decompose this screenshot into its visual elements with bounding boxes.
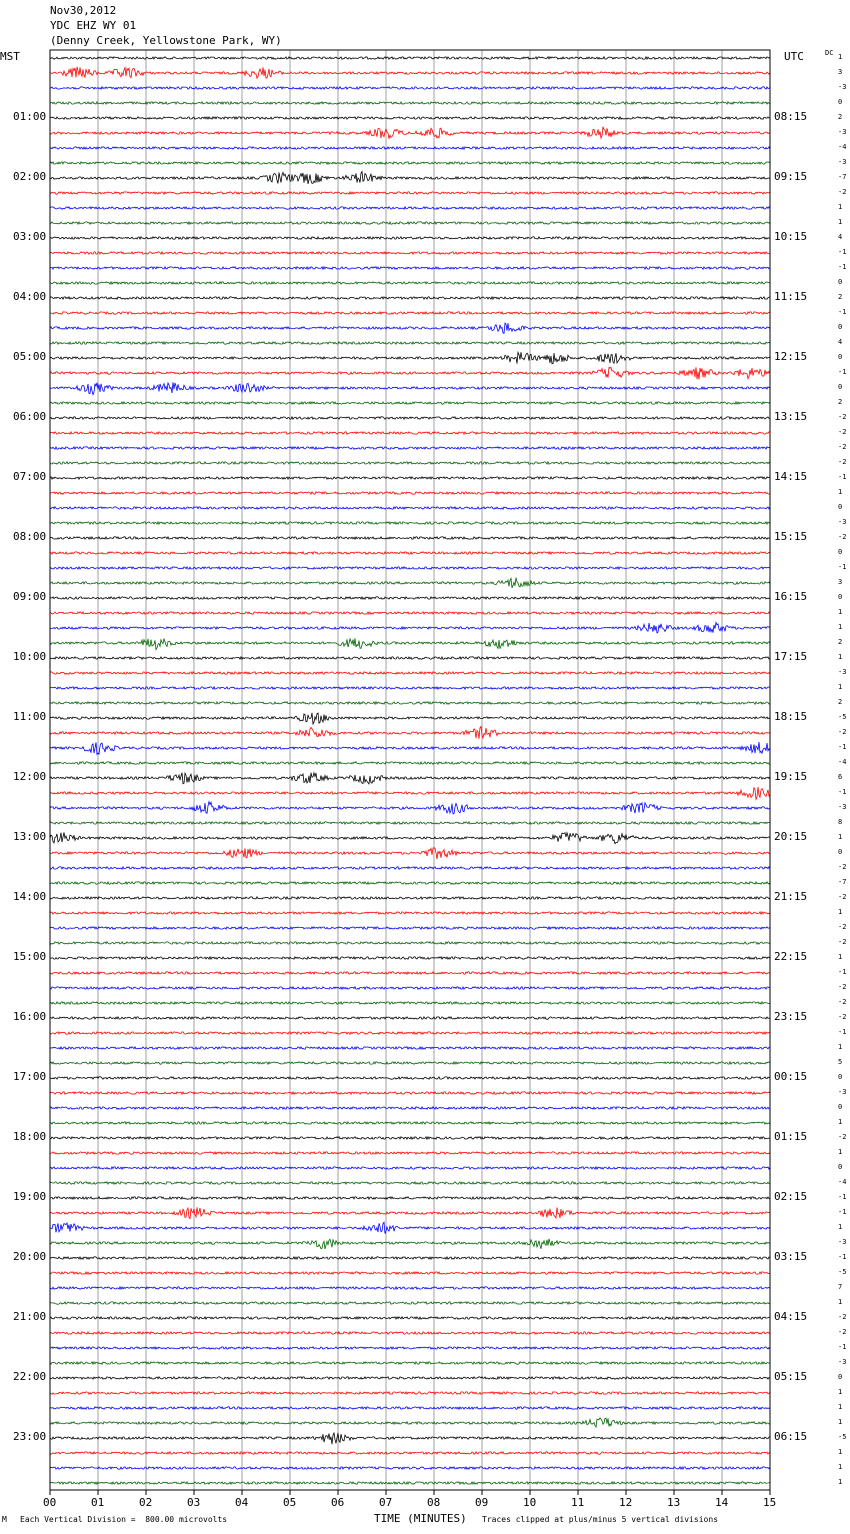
trace-row	[50, 1077, 770, 1079]
dc-column-label: DC	[825, 49, 834, 57]
trace-row	[50, 67, 770, 78]
mst-hour-label: 07:00	[13, 470, 47, 483]
dc-offset-value: -5	[838, 713, 847, 721]
trace-row	[50, 172, 770, 185]
trace-row	[50, 822, 770, 824]
utc-zone-label: UTC	[784, 50, 804, 63]
dc-offset-value: 0	[838, 1373, 843, 1381]
dc-offset-value: -2	[838, 893, 847, 901]
dc-offset-value: -1	[838, 248, 847, 256]
dc-offset-value: 0	[838, 323, 843, 331]
dc-offset-value: 1	[838, 1223, 843, 1231]
dc-offset-value: 2	[838, 398, 843, 406]
trace-row	[50, 127, 770, 139]
dc-offset-value: -7	[838, 878, 847, 886]
dc-offset-value: -1	[838, 968, 847, 976]
trace-row	[50, 1482, 770, 1484]
dc-offset-value: -1	[838, 1193, 847, 1201]
dc-offset-value: 1	[838, 1403, 843, 1411]
dc-offset-value: -1	[838, 743, 847, 751]
dc-offset-value: 1	[838, 623, 843, 631]
trace-row	[50, 567, 770, 569]
trace-row	[50, 833, 770, 844]
dc-offset-value: -7	[838, 173, 847, 181]
mst-hour-label: 09:00	[13, 590, 47, 603]
dc-offset-value: -1	[838, 788, 847, 796]
trace-row	[50, 1452, 770, 1454]
utc-hour-label: 21:15	[774, 890, 808, 903]
dc-offset-value: 4	[838, 338, 843, 346]
dc-offset-value: -1	[838, 1253, 847, 1261]
mst-hour-label: 12:00	[13, 770, 47, 783]
trace-row	[50, 623, 770, 633]
plot-date: Nov30,2012	[50, 4, 117, 17]
trace-row	[50, 1302, 770, 1304]
dc-offset-value: 0	[838, 1163, 843, 1171]
dc-offset-value: -1	[838, 1208, 847, 1216]
dc-offset-value: -3	[838, 518, 847, 526]
dc-offset-value: 0	[838, 1073, 843, 1081]
dc-offset-value: 0	[838, 98, 843, 106]
utc-hour-label: 18:15	[774, 710, 808, 723]
x-tick-label: 06	[331, 1496, 345, 1509]
trace-row	[50, 432, 770, 434]
mst-hour-label: 20:00	[13, 1250, 47, 1263]
trace-row	[50, 57, 770, 59]
dc-offset-value: 1	[838, 1388, 843, 1396]
trace-row	[50, 1332, 770, 1334]
trace-row	[50, 578, 770, 588]
dc-offset-value: -3	[838, 83, 847, 91]
dc-offset-value: 0	[838, 503, 843, 511]
dc-offset-value: 0	[838, 848, 843, 856]
trace-row	[50, 762, 770, 764]
dc-offset-value: 1	[838, 908, 843, 916]
trace-row	[50, 1272, 770, 1274]
dc-offset-value: 1	[838, 1118, 843, 1126]
dc-offset-value: -2	[838, 938, 847, 946]
station-id: YDC EHZ WY 01	[50, 19, 137, 32]
dc-offset-value: -2	[838, 413, 847, 421]
dc-offset-value: -3	[838, 158, 847, 166]
dc-offset-value: 1	[838, 833, 843, 841]
trace-row	[50, 1467, 770, 1469]
trace-row	[50, 1017, 770, 1019]
trace-row	[50, 367, 770, 379]
utc-hour-label: 05:15	[774, 1370, 808, 1383]
trace-row	[50, 897, 770, 899]
x-tick-label: 13	[667, 1496, 681, 1509]
dc-offset-value: -2	[838, 923, 847, 931]
dc-offset-value: -5	[838, 1268, 847, 1276]
dc-offset-value: -3	[838, 1358, 847, 1366]
trace-row	[50, 1287, 770, 1289]
trace-row	[50, 382, 770, 394]
utc-hour-label: 16:15	[774, 590, 808, 603]
trace-row	[50, 1062, 770, 1064]
utc-hour-label: 15:15	[774, 530, 808, 543]
mst-hour-label: 16:00	[13, 1010, 47, 1023]
trace-row	[50, 1167, 770, 1169]
dc-offset-value: 7	[838, 1283, 843, 1291]
dc-offset-value: -2	[838, 458, 847, 466]
x-tick-label: 11	[571, 1496, 585, 1509]
dc-offset-value: 2	[838, 113, 843, 121]
dc-offset-value: 1	[838, 608, 843, 616]
dc-offset-value: 0	[838, 353, 843, 361]
dc-offset-value: 1	[838, 1148, 843, 1156]
dc-offset-value: 1	[838, 1448, 843, 1456]
dc-offset-value: -2	[838, 443, 847, 451]
dc-offset-value: -2	[838, 983, 847, 991]
trace-row	[50, 912, 770, 914]
dc-offset-value: -1	[838, 1343, 847, 1351]
dc-offset-value: 0	[838, 278, 843, 286]
utc-hour-label: 17:15	[774, 650, 808, 663]
dc-offset-value: -1	[838, 308, 847, 316]
trace-row	[50, 802, 770, 814]
trace-row	[50, 237, 770, 239]
trace-row	[50, 882, 770, 884]
trace-row	[50, 1152, 770, 1154]
mst-hour-label: 03:00	[13, 230, 47, 243]
utc-hour-label: 04:15	[774, 1310, 808, 1323]
mst-hour-label: 06:00	[13, 410, 47, 423]
utc-hour-label: 02:15	[774, 1190, 808, 1203]
trace-row	[50, 713, 770, 724]
dc-offset-value: -2	[838, 998, 847, 1006]
trace-row	[50, 927, 770, 929]
trace-row	[50, 477, 770, 479]
trace-row	[50, 352, 770, 364]
trace-row	[50, 1362, 770, 1364]
x-tick-label: 05	[283, 1496, 297, 1509]
dc-offset-value: -3	[838, 1238, 847, 1246]
dc-offset-value: 6	[838, 773, 843, 781]
trace-row	[50, 1092, 770, 1094]
dc-offset-value: 1	[838, 488, 843, 496]
trace-row	[50, 867, 770, 869]
dc-offset-value: -3	[838, 1088, 847, 1096]
x-tick-label: 14	[715, 1496, 729, 1509]
mst-hour-label: 17:00	[13, 1070, 47, 1083]
trace-row	[50, 787, 770, 799]
dc-offset-value: -3	[838, 668, 847, 676]
x-tick-label: 10	[523, 1496, 537, 1509]
utc-hour-label: 20:15	[774, 830, 808, 843]
dc-offset-value: 5	[838, 1058, 843, 1066]
clip-note: Traces clipped at plus/minus 5 vertical divisions	[482, 1515, 719, 1524]
trace-row	[50, 342, 770, 344]
mst-hour-label: 04:00	[13, 290, 47, 303]
dc-offset-value: 1	[838, 1298, 843, 1306]
mst-hour-label: 22:00	[13, 1370, 47, 1383]
trace-row	[50, 297, 770, 299]
dc-offset-value: -2	[838, 428, 847, 436]
mst-hour-label: 11:00	[13, 710, 47, 723]
utc-hour-label: 10:15	[774, 230, 808, 243]
utc-hour-label: 23:15	[774, 1010, 808, 1023]
x-tick-label: 07	[379, 1496, 393, 1509]
utc-hour-label: 14:15	[774, 470, 808, 483]
mst-hour-label: 10:00	[13, 650, 47, 663]
trace-row	[50, 1222, 770, 1233]
utc-hour-label: 12:15	[774, 350, 808, 363]
mst-hour-label: 13:00	[13, 830, 47, 843]
trace-row	[50, 87, 770, 89]
x-tick-label: 15	[763, 1496, 777, 1509]
trace-row	[50, 1197, 770, 1199]
dc-offset-value: -2	[838, 1328, 847, 1336]
utc-hour-label: 08:15	[774, 110, 808, 123]
x-tick-label: 08	[427, 1496, 441, 1509]
mst-hour-label: 15:00	[13, 950, 47, 963]
dc-offset-value: -4	[838, 143, 847, 151]
x-tick-label: 09	[475, 1496, 489, 1509]
dc-offset-value: -2	[838, 188, 847, 196]
dc-offset-value: 4	[838, 233, 843, 241]
x-tick-label: 04	[235, 1496, 249, 1509]
x-tick-label: 12	[619, 1496, 633, 1509]
utc-hour-label: 00:15	[774, 1070, 808, 1083]
trace-row	[50, 282, 770, 284]
mst-zone-label: MST	[0, 50, 20, 63]
dc-offset-value: 0	[838, 1103, 843, 1111]
utc-hour-label: 01:15	[774, 1130, 808, 1143]
x-tick-label: 03	[187, 1496, 201, 1509]
trace-row	[50, 972, 770, 974]
trace-row	[50, 1047, 770, 1049]
trace-row	[50, 987, 770, 989]
mst-hour-label: 14:00	[13, 890, 47, 903]
trace-row	[50, 1107, 770, 1109]
dc-offset-value: -1	[838, 263, 847, 271]
trace-row	[50, 657, 770, 659]
x-axis-title: TIME (MINUTES)	[374, 1512, 467, 1525]
mst-hour-label: 01:00	[13, 110, 47, 123]
dc-offset-value: 3	[838, 68, 843, 76]
trace-row	[50, 702, 770, 704]
scale-note: Each Vertical Division = 800.00 microvolts	[20, 1515, 228, 1524]
trace-row	[50, 1347, 770, 1349]
mst-hour-label: 23:00	[13, 1430, 47, 1443]
x-tick-label: 00	[43, 1496, 57, 1509]
dc-offset-value: -2	[838, 1133, 847, 1141]
mst-hour-label: 18:00	[13, 1130, 47, 1143]
trace-row	[50, 537, 770, 539]
mst-hour-label: 08:00	[13, 530, 47, 543]
trace-row	[50, 672, 770, 674]
trace-row	[50, 162, 770, 164]
trace-row	[50, 957, 770, 959]
trace-row	[50, 1433, 770, 1445]
trace-row	[50, 507, 770, 509]
dc-offset-value: 2	[838, 293, 843, 301]
trace-row	[50, 1392, 770, 1394]
trace-row	[50, 312, 770, 314]
dc-offset-value: 2	[838, 698, 843, 706]
utc-hour-label: 09:15	[774, 170, 808, 183]
dc-offset-value: -1	[838, 1028, 847, 1036]
trace-row	[50, 1137, 770, 1139]
trace-row	[50, 1032, 770, 1034]
dc-offset-value: -2	[838, 1013, 847, 1021]
dc-offset-value: 1	[838, 1418, 843, 1426]
mst-hour-label: 05:00	[13, 350, 47, 363]
trace-row	[50, 942, 770, 944]
trace-row	[50, 323, 770, 333]
dc-offset-value: 3	[838, 578, 843, 586]
dc-offset-value: -1	[838, 563, 847, 571]
utc-hour-label: 11:15	[774, 290, 808, 303]
trace-row	[50, 402, 770, 404]
dc-offset-value: 1	[838, 203, 843, 211]
dc-offset-value: 1	[838, 953, 843, 961]
dc-offset-value: -4	[838, 758, 847, 766]
dc-offset-value: 0	[838, 548, 843, 556]
trace-row	[50, 727, 770, 739]
x-tick-label: 02	[139, 1496, 153, 1509]
utc-hour-label: 03:15	[774, 1250, 808, 1263]
dc-offset-value: 2	[838, 638, 843, 646]
trace-row	[50, 252, 770, 254]
dc-offset-value: 1	[838, 683, 843, 691]
trace-row	[50, 742, 770, 754]
utc-hour-label: 13:15	[774, 410, 808, 423]
dc-offset-value: -1	[838, 368, 847, 376]
dc-offset-value: 0	[838, 383, 843, 391]
trace-row	[50, 447, 770, 449]
dc-offset-value: 0	[838, 593, 843, 601]
dc-offset-value: -2	[838, 533, 847, 541]
trace-row	[50, 1407, 770, 1409]
dc-offset-value: 1	[838, 1478, 843, 1486]
dc-offset-value: -3	[838, 803, 847, 811]
mst-hour-label: 21:00	[13, 1310, 47, 1323]
trace-row	[50, 597, 770, 599]
dc-offset-value: 1	[838, 218, 843, 226]
trace-row	[50, 1122, 770, 1124]
dc-offset-value: 1	[838, 1463, 843, 1471]
trace-row	[50, 552, 770, 554]
trace-row	[50, 267, 770, 269]
x-tick-label: 01	[91, 1496, 105, 1509]
trace-row	[50, 417, 770, 419]
dc-offset-value: -5	[838, 1433, 847, 1441]
mst-hour-label: 02:00	[13, 170, 47, 183]
utc-hour-label: 19:15	[774, 770, 808, 783]
trace-row	[50, 222, 770, 224]
trace-row	[50, 638, 770, 649]
trace-row	[50, 1257, 770, 1259]
dc-offset-value: -2	[838, 863, 847, 871]
trace-row	[50, 1207, 770, 1218]
trace-row	[50, 192, 770, 194]
dc-offset-value: 8	[838, 818, 843, 826]
trace-row	[50, 1317, 770, 1319]
dc-offset-value: 1	[838, 53, 843, 61]
trace-row	[50, 102, 770, 104]
trace-row	[50, 147, 770, 149]
dc-offset-value: -1	[838, 473, 847, 481]
trace-row	[50, 492, 770, 494]
trace-row	[50, 522, 770, 524]
utc-hour-label: 22:15	[774, 950, 808, 963]
dc-offset-value: -3	[838, 128, 847, 136]
corner-mark: M	[2, 1515, 7, 1524]
trace-row	[50, 848, 770, 859]
dc-offset-value: -2	[838, 728, 847, 736]
dc-offset-value: 1	[838, 1043, 843, 1051]
dc-offset-value: 1	[838, 653, 843, 661]
trace-row	[50, 1377, 770, 1379]
trace-row	[50, 462, 770, 464]
station-location: (Denny Creek, Yellowstone Park, WY)	[50, 34, 282, 47]
mst-hour-label: 19:00	[13, 1190, 47, 1203]
trace-row	[50, 1182, 770, 1184]
trace-row	[50, 117, 770, 119]
trace-row	[50, 687, 770, 689]
trace-row	[50, 1239, 770, 1249]
utc-hour-label: 06:15	[774, 1430, 808, 1443]
dc-offset-value: -4	[838, 1178, 847, 1186]
trace-row	[50, 1002, 770, 1004]
trace-row	[50, 612, 770, 614]
trace-row	[50, 773, 770, 784]
trace-row	[50, 1418, 770, 1427]
trace-row	[50, 207, 770, 209]
dc-offset-value: -2	[838, 1313, 847, 1321]
